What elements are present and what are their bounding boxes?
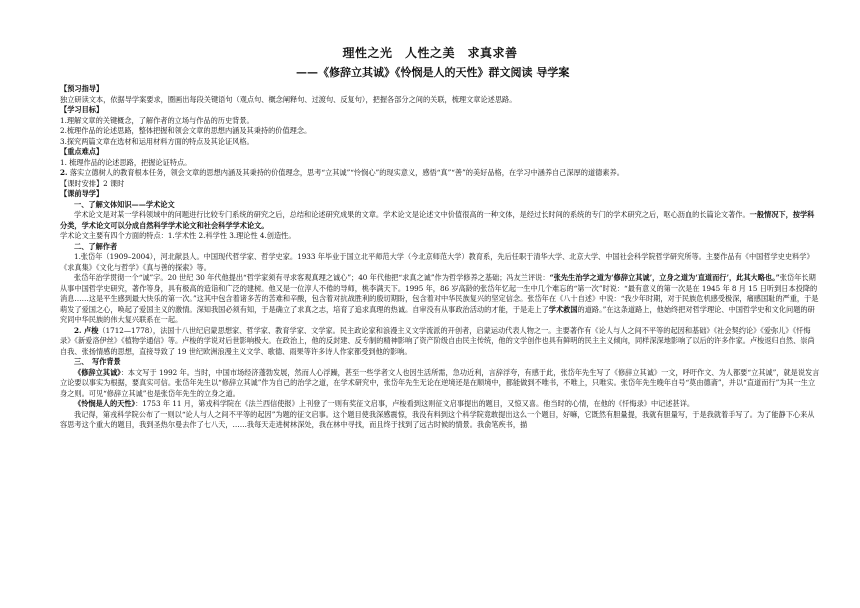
genre-heading: 一、了解文体知识——学术论文	[74, 199, 175, 209]
genre-text: 学术论文是对某一学科领域中的问题进行比较专门系统的研究之后，总结和论述研究成果的文章。学术论文是论述文中价值很高的一种文体，是经过长时间的系统的专门的学术研究之后，呕心沥血的长篇论文著作。	[74, 210, 750, 219]
keypoint-item	[60, 158, 820, 169]
rousseau-text: （1712—1778），法国十八世纪启蒙思想家、哲学家、教育学家、文学家。民主政论家和浪漫主义文学流派的开创者，启蒙运动代表人物之一。主要著作有《论人与人之间不平等的起因和基础》《社会契约论》《爱弥儿》《忏悔录》《新爱洛伊丝》《植物学通信》等。卢梭的学说对后世影响极大。在政治上，他的反封建、反专制的精神影响了资产阶级自由民主传统，他的文学创作也具有鲜明的民主主义倾向，同样深深地影响了以后的许多作家。卢梭返归自然、崇尚自我、张扬情感的思想，直接导致了 19 世纪欧洲浪漫主义文学、歌德、雨果等许多诗人作家都受到他的影响。	[60, 325, 815, 356]
goal-item: 2.梳理作品的论述思路，整体把握和领会文章的思想内涵及其秉持的价值理念。	[60, 126, 312, 135]
zhang-text: 张岱年长期从事中国哲学史研究，著作等身，具有极高的造诣和广泛的建树。他又是一位淳人不倦的导师，桃李满天下。1995 年，86 岁高龄的张岱年忆起一生中几个难忘的“第一次”时说：“最有意义的第一次是在 1945 年 8 月 15 日听到日本投降的消息……这是平生感到最大快乐的第一次。”这其中包含着诸多苦的苦难和辛酸，包含着对抗战胜利的殷切期盼，包含着对中华民族复兴的坚定信念。张岱年在《八十自述》中说：“我少年时期，对于民族危机感受极深，痛感国耻的严重，于是萌发了爱国之心，唤起了爱国主义的激情。深知我国必须有知，于是确立了求真之志，培育了追求真理的热诚。自审没有从事政治活动的才能，于是走上了	[60, 273, 819, 314]
preview-heading: 【预习指导】	[60, 84, 104, 93]
authors-heading: 二、了解作者	[74, 241, 118, 251]
zhang-quote: “张先生治学之道为‘修辞立其诚’，立身之道为‘直道而行’，此其大略也。”	[549, 273, 780, 282]
zhang-text: 张岱年治学贯彻一个“诚”字。20 世纪 30 年代他提出“哲学家须有寻求客观真理之诚心”；40 年代他把“求真之诚”作为哲学修养之基础；冯友兰评说：	[74, 273, 550, 282]
xiuci-background	[60, 368, 820, 400]
page-subtitle: ——《修辞立其诚》《怜悯是人的天性》群文阅读 导学案	[296, 66, 570, 79]
page-title: 理性之光 人性之美 求真求善	[342, 46, 518, 60]
keypoint-number: 2.	[60, 168, 68, 177]
genre-emphasis: 一般情况下，按学科分类，学术论文可以分成自然科学学术论文和社会科学学术论文。	[60, 210, 815, 230]
document-body	[60, 84, 820, 431]
preview-text: 独立研读文本，依据导学案要求，圈画出每段关键语句（观点句、概念阐释句、过渡句、反复句），把握各部分之间的关联，梳理文章论述思路。	[60, 94, 517, 104]
goal-item: 3.探究两篇文章在选材和运用材料方面的特点及其论证风格。	[60, 136, 254, 146]
goals-heading: 【学习目标】	[60, 105, 104, 114]
schedule-line: 【课时安排】2 课时	[60, 178, 125, 188]
goal-item: 1.理解文章的关键概念，了解作者的立场与作品的历史背景。	[60, 115, 254, 125]
rousseau-paragraph	[60, 326, 820, 358]
lianmin-quote: 我记得，第戎科学院公布了一则以“论人与人之间不平等的起因”为题的征文启事。这个题目使我深感震惊，我没有料到这个科学院竟敢提出这么一个题目，好嘛，它既然有胆量提，我就有胆量写，于是我就着手写了。为了能静下心来从容思考这个重大的题目，我到圣热尔曼去作了七八天，……我每天走进树林深处，我在林中寻找，而且终于找到了远古时候的情景。我俞笔疾书，描	[60, 409, 815, 429]
zhang-emphasis: 学术救国	[548, 304, 578, 314]
keypoint-item	[60, 168, 820, 179]
lianmin-title: 《怜悯是人的天性》	[74, 399, 136, 408]
genre-features: 学术论文主要有四个方面的特点：1.学术性 2.科学性 3.理论性 4.创造性。	[60, 231, 296, 240]
xiuci-text: ：本文写于 1992 年。当时，中国市场经济蓬勃发展，然而人心浮躁，甚至一些学者文人也因生活所需，急功近利，言辞浮夸，有感于此，张岱年先生写了《修辞立其诚》一文，呼吁作文、为人都要“立其诚”，就是说发言立论要以事实为根据，要真实可信。张岱年先生以“修辞立其诚”作为自己的治学之道，在学术研究中，张岱年先生无论在逆境还是在顺境中，都能做到不唯书，不唯上，只唯实。张岱年先生晚年自号“莫由德斋”，并以“直道而行”为其一生立身之则。可见“修辞立其诚”也是张岱年先生的立身之道。	[60, 367, 820, 398]
background-heading: 三、 写作背景	[74, 357, 121, 366]
keypoint-text: 落实立德树人的教育根本任务，领会文章的思想内涵及其秉持的价值理念，思考“立其诚”“怜悯心”的现实意义，感悟“真”“善”的美好品格，在学习中涵养自己深厚的道德素养。	[69, 168, 624, 177]
rousseau-name: 2. 卢梭	[74, 325, 99, 335]
zhang-intro: 1.张岱年（1909–2004），河北献县人。中国现代哲学家、哲学史家。1933 年毕业于国立北平师范大学（今北京师范大学）教育系，先后任职于清华大学、北京大学、中国社会科学院哲学研究所等。主要作品有《中国哲学史史料学》《求真集》《文化与哲学》《真与善的探索》等。	[60, 252, 814, 272]
lianmin-text: ：1753 年 11 月，第戎科学院在《法兰西信使报》上刊登了一则有奖征文启事，卢梭看到这则征文启事提出的题目，又惊又喜。他当时的心情，在他的《忏悔录》中记述甚详。	[135, 399, 695, 408]
guide-heading: 【课前导学】	[60, 189, 104, 198]
keypoint-text: 梳理作品的论述思路，把握论证特点。	[69, 157, 192, 167]
keypoints-heading: 【重点难点】	[60, 147, 104, 156]
zhang-paragraph	[60, 273, 820, 326]
keypoint-number: 1.	[60, 157, 67, 167]
zhang-text: 的道路。”在这条道路上，他始终把对哲学理论、中国哲学史和文化问题的研究同中华民族的伟大复兴联系在一起。	[60, 304, 815, 324]
xiuci-title: 《修辞立其诚》	[74, 367, 121, 377]
lianmin-background	[60, 399, 820, 410]
genre-paragraph	[60, 210, 820, 231]
